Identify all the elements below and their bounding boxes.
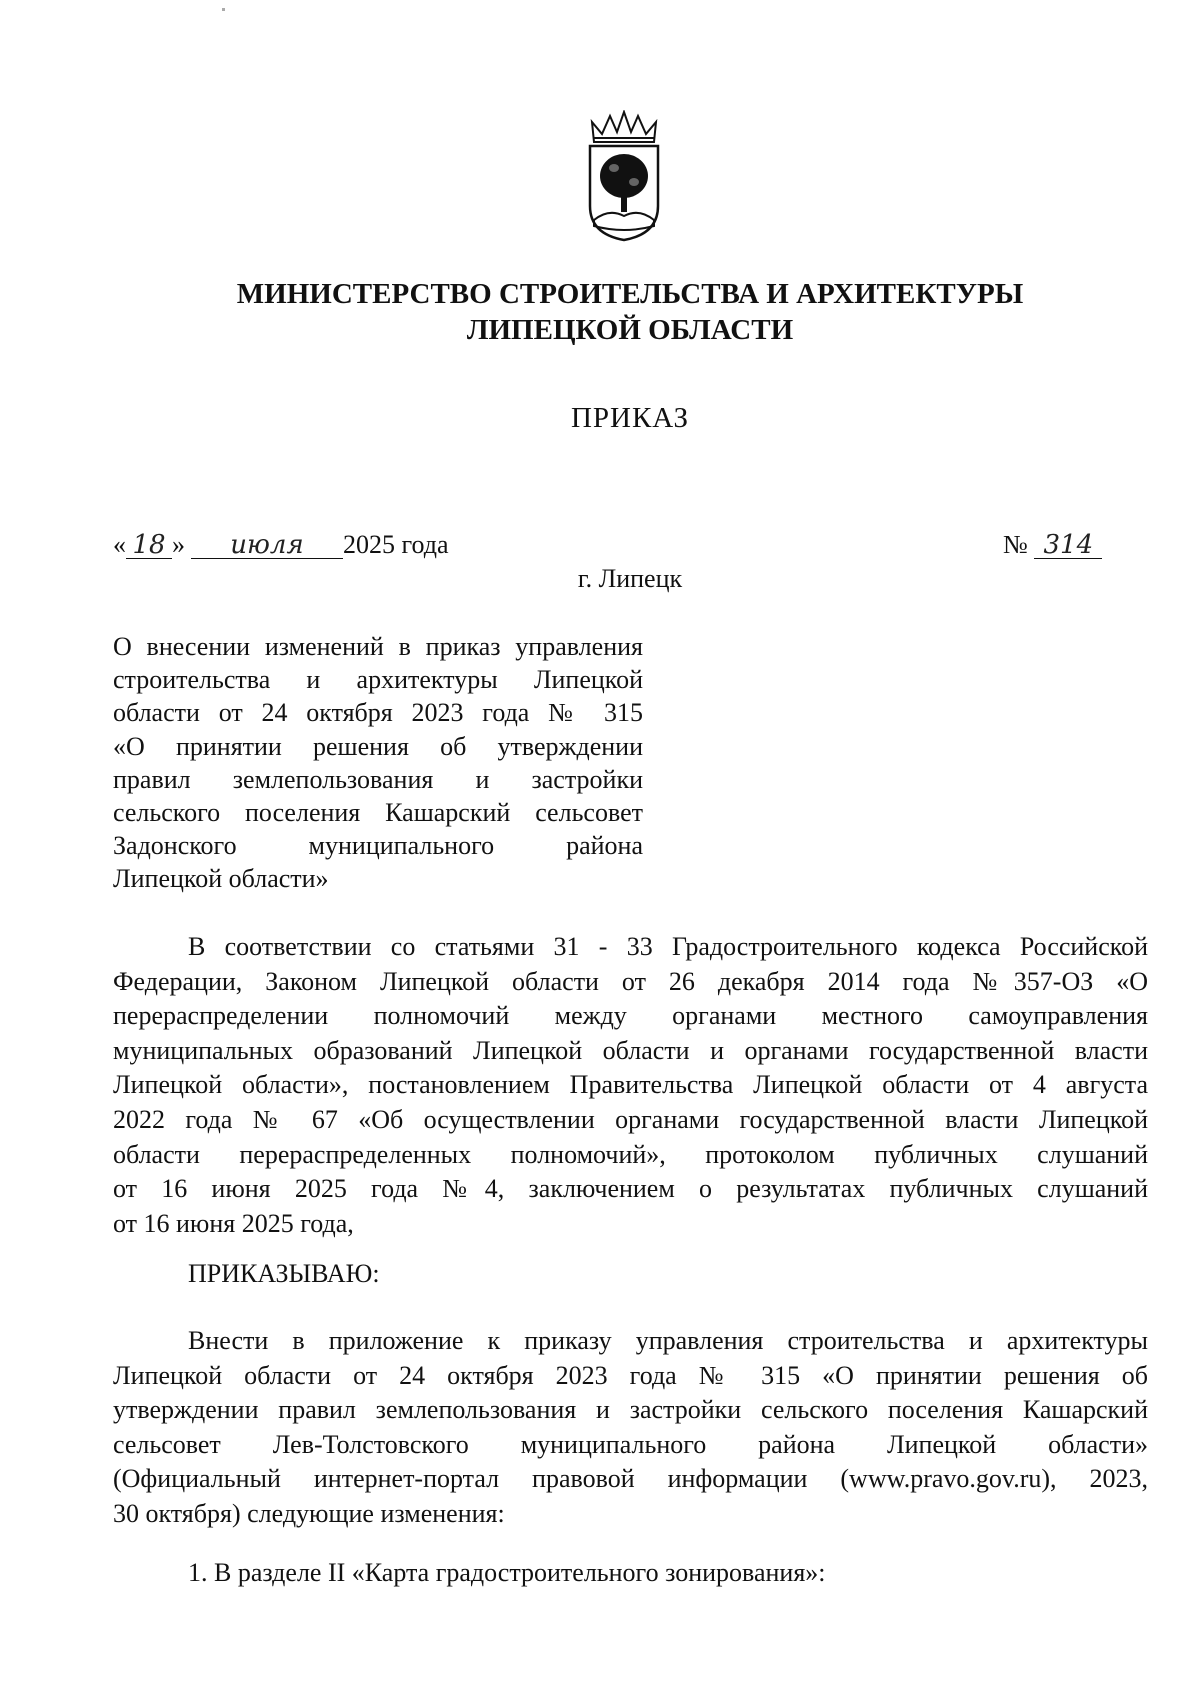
paragraph-line: В соответствии со статьями 31 - 33 Градостроительного кодекса Российской (188, 932, 1148, 961)
paragraph-line: от 16 июня 2025 года №4, заключением о результатах публичных слушаний (113, 1174, 1148, 1204)
paragraph-line: перераспределении полномочий между органами местного самоуправления (113, 1001, 1148, 1031)
date-month: июля (191, 532, 343, 559)
scan-speck (222, 8, 225, 11)
issue-city: г. Липецк (577, 564, 683, 593)
subject-line: правил землепользования и застройки (113, 764, 643, 794)
quote-close: » (172, 530, 185, 559)
paragraph-line: Липецкой области от 24 октября 2023 года № 315 «О принятии решения об (113, 1360, 1148, 1390)
amend-paragraph (113, 1324, 1148, 1532)
subject-line: О внесении изменений в приказ управления (113, 632, 643, 661)
paragraph-line: утверждении правил землепользования и застройки сельского поселения Кашарский (113, 1395, 1148, 1425)
ministry-name-line-1: МИНИСТЕРСТВО СТРОИТЕЛЬСТВА И АРХИТЕКТУРЫ (236, 278, 1024, 310)
paragraph-line: Внести в приложение к приказу управления строительства и архитектуры (188, 1326, 1148, 1355)
subject-line: строительства и архитектуры Липецкой (113, 665, 643, 695)
paragraph-line: сельсовет Лев-Толстовского муниципального района Липецкой области» (113, 1429, 1148, 1459)
paragraph-line: от 16 июня 2025 года, (113, 1208, 354, 1238)
paragraph-line: области перераспределенных полномочий», протоколом публичных слушаний (113, 1139, 1148, 1169)
subject-line: сельского поселения Кашарский сельсовет (113, 797, 643, 827)
date-year: 2025 года (343, 530, 449, 559)
ministry-name-line-2: ЛИПЕЦКОЙ ОБЛАСТИ (466, 314, 794, 346)
order-date (113, 530, 449, 560)
hills-icon (594, 213, 654, 230)
coat-of-arms-emblem (584, 110, 664, 242)
date-day: 18 (126, 532, 172, 559)
number-prefix: № (1003, 530, 1028, 559)
subject-line: области от 24 октября 2023 года № 315 (113, 698, 643, 728)
basis-paragraph (113, 930, 1148, 1241)
crown-icon (592, 112, 656, 142)
oak-tree-icon (600, 154, 648, 212)
quote-open: « (113, 530, 126, 559)
subject-line: Липецкой области» (113, 864, 329, 894)
subject-line: Задонского муниципального района (113, 831, 643, 861)
paragraph-line: (Официальный интернет-портал правовой информации (www.pravo.gov.ru), 2023, (113, 1464, 1148, 1494)
list-item-1: 1. В разделе II «Карта градостроительного зонирования»: (188, 1558, 826, 1587)
command-word: ПРИКАЗЫВАЮ: (188, 1259, 380, 1288)
paragraph-line: 30 октября) следующие изменения: (113, 1498, 505, 1528)
paragraph-line: 2022 года № 67 «Об осуществлении органами государственной власти Липецкой (113, 1104, 1148, 1134)
subject-line: «О принятии решения об утверждении (113, 731, 643, 761)
order-number (1003, 530, 1102, 560)
order-subject (113, 630, 643, 896)
paragraph-line: Федерации, Законом Липецкой области от 26 декабря 2014 года №357-ОЗ «О (113, 966, 1148, 996)
number-value: 314 (1034, 532, 1102, 559)
paragraph-line: муниципальных образований Липецкой области и органами государственной власти (113, 1035, 1148, 1065)
paragraph-line: Липецкой области», постановлением Правительства Липецкой области от 4 августа (113, 1070, 1148, 1100)
document-type-title: ПРИКАЗ (570, 402, 690, 434)
